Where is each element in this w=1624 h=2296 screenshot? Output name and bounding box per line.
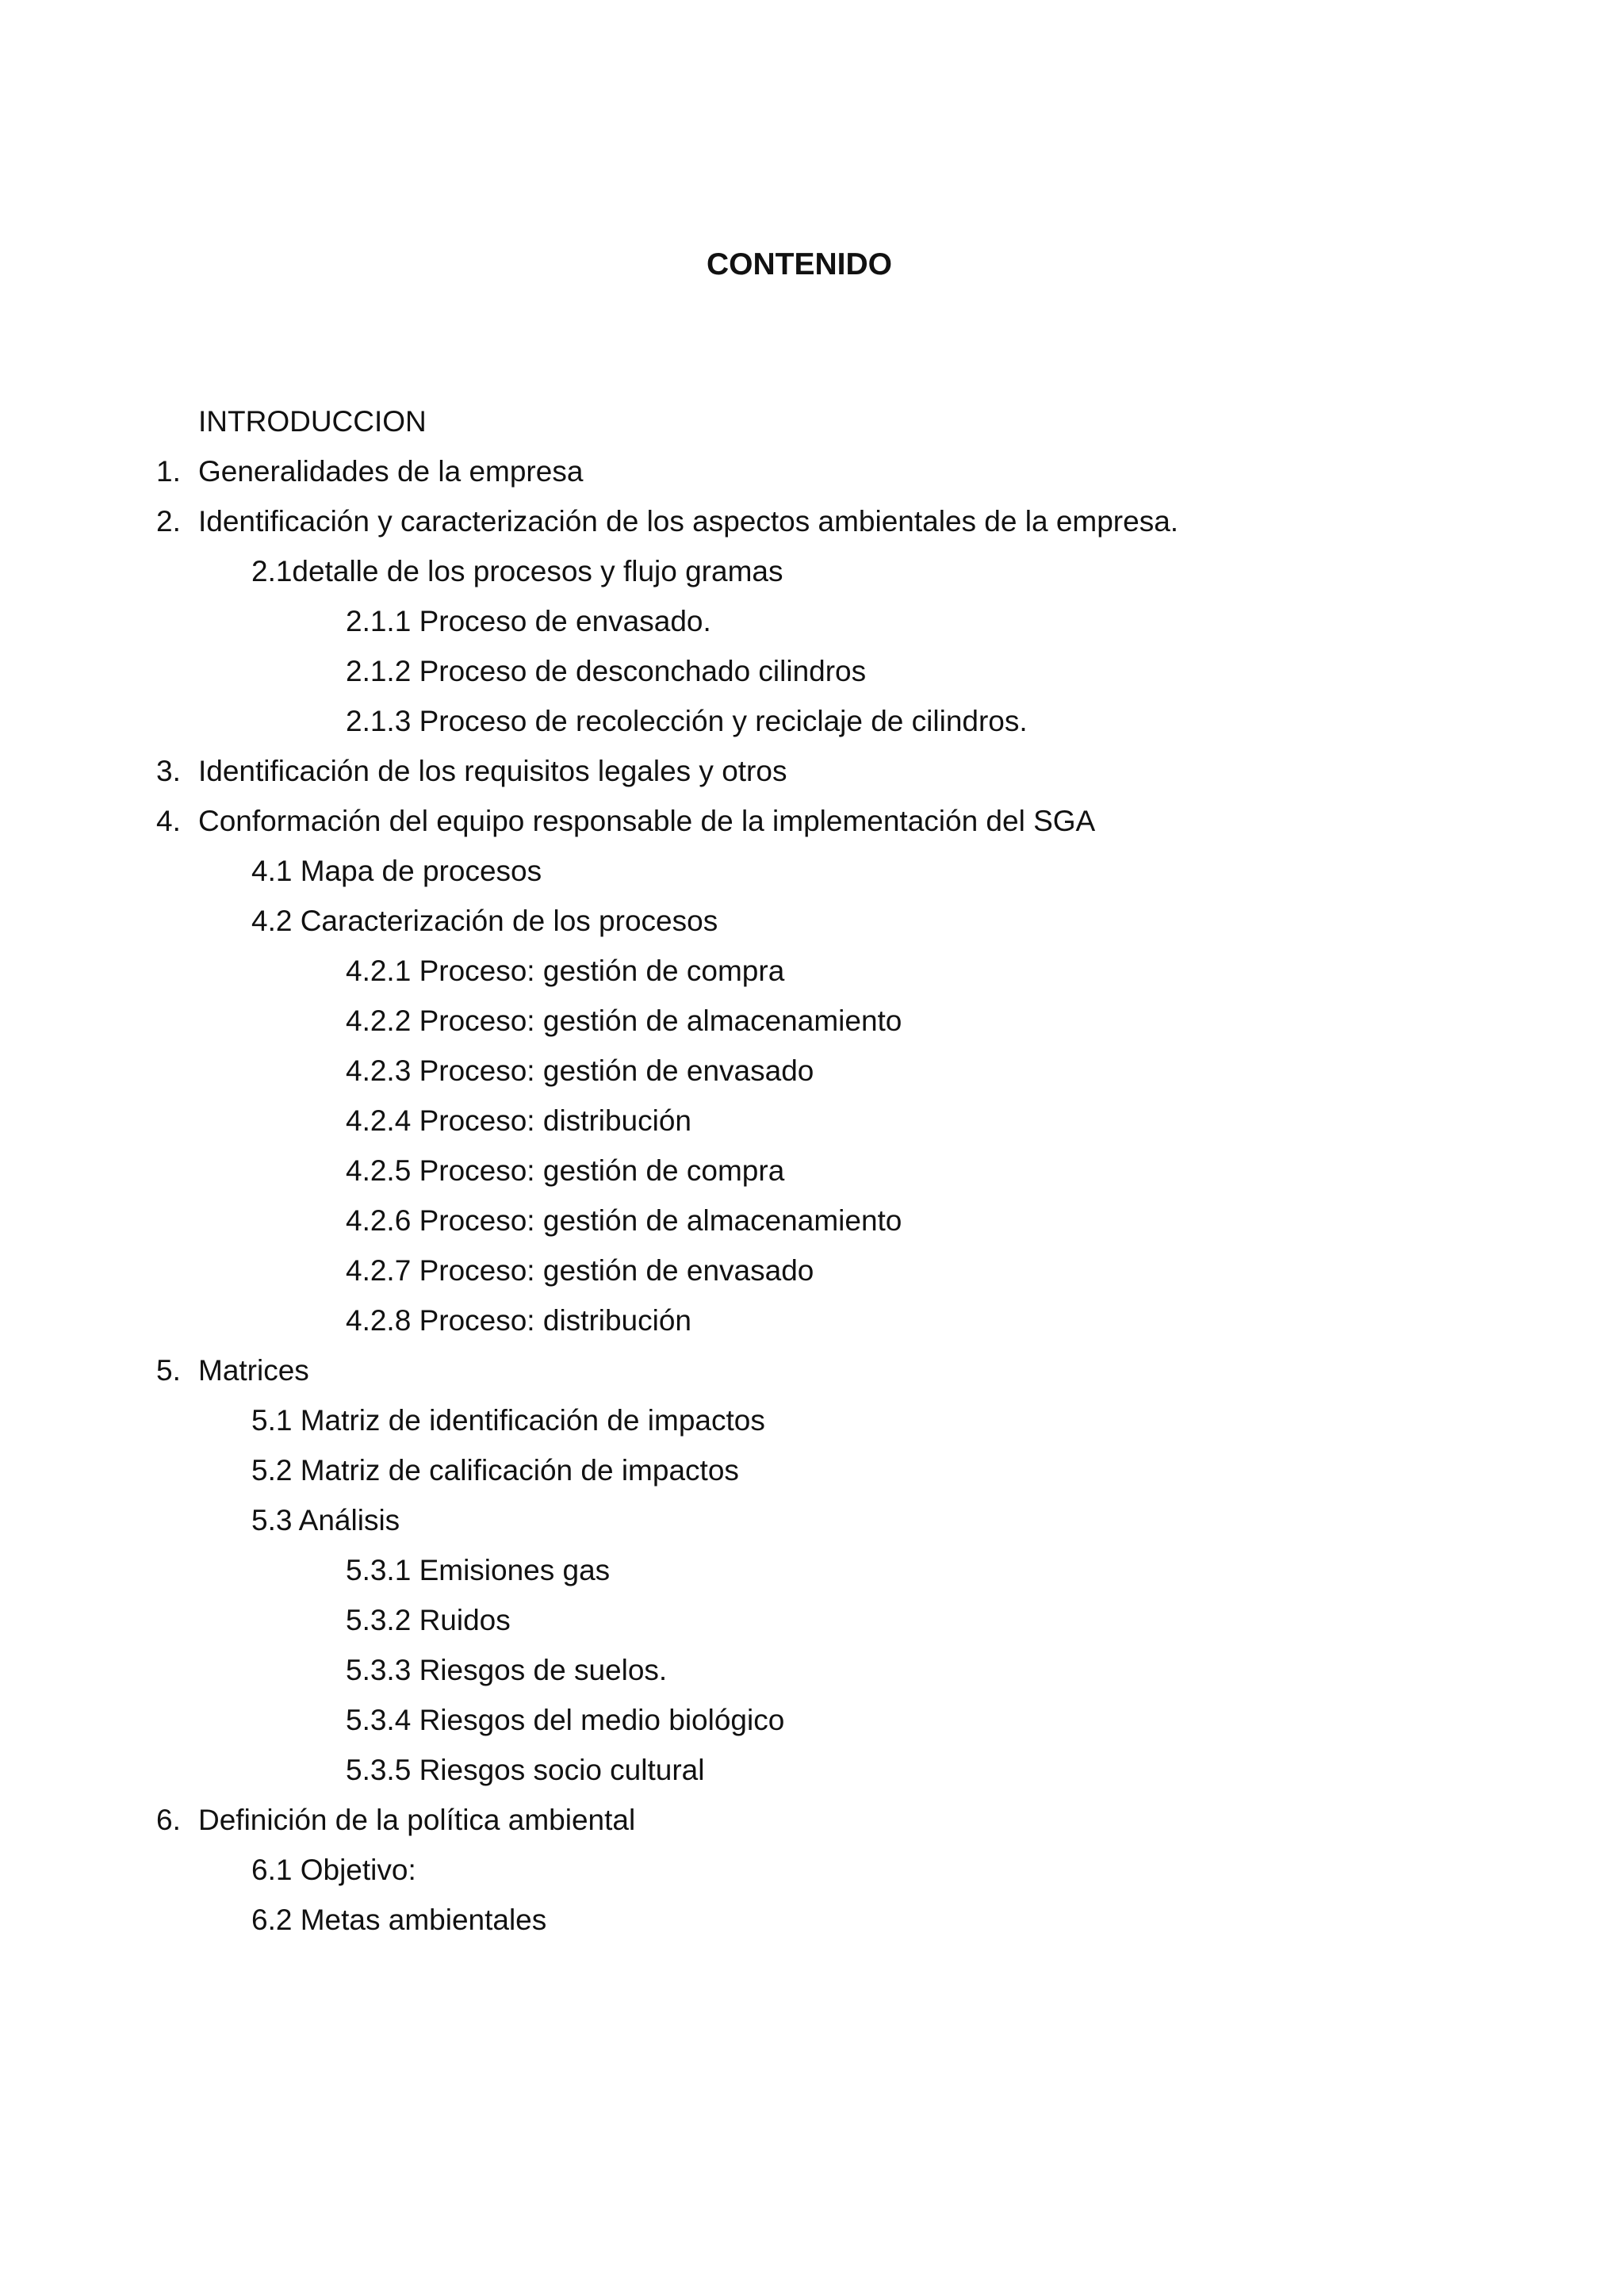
toc-entry [0,1002,1624,1052]
toc-entry-text: 2.1.1 Proceso de envasado. [346,605,711,637]
toc-entry [0,453,1624,503]
toc-entry [0,1651,1624,1701]
toc-entry-text: 5.3 Análisis [251,1504,400,1536]
toc-entry [0,1202,1624,1252]
toc-entry-text: 5.2 Matriz de calificación de impactos [251,1454,739,1487]
toc-entry-number: 4. [156,805,181,837]
toc-entry-text: 5.3.2 Ruidos [346,1604,511,1636]
toc-entry-text: 4.2.2 Proceso: gestión de almacenamiento [346,1004,902,1037]
toc-entry [0,1851,1624,1901]
toc-entry [0,503,1624,553]
toc-entry-text: 5.3.1 Emisiones gas [346,1554,611,1586]
toc-entry-text: Definición de la política ambiental [198,1804,636,1836]
toc-entry-text: 4.2.6 Proceso: gestión de almacenamiento [346,1204,902,1237]
toc-entry [0,603,1624,652]
toc-entry [0,1302,1624,1352]
toc-entry [0,1102,1624,1152]
toc-entry-text: 6.2 Metas ambientales [251,1904,547,1936]
toc-entry-text: 4.2.5 Proceso: gestión de compra [346,1154,785,1187]
toc-entry [0,702,1624,752]
toc-entry-text: 4.2.3 Proceso: gestión de envasado [346,1054,814,1087]
toc-entry-text: 2.1.3 Proceso de recolección y reciclaje de cilindros. [346,705,1028,737]
toc-entry [0,1502,1624,1552]
toc-entry-number: 1. [156,455,181,488]
toc-entry-text: 5.3.3 Riesgos de suelos. [346,1654,668,1686]
toc-entry-text: 2.1detalle de los procesos y flujo gramas [251,555,783,587]
toc-entry [0,952,1624,1002]
toc-entry [0,1751,1624,1801]
toc-entry-number: 3. [156,755,181,787]
toc-entry-text: 5.1 Matriz de identificación de impactos [251,1404,765,1437]
toc-entry [0,752,1624,802]
toc-entry-text: Matrices [198,1354,309,1387]
toc-entry [0,1601,1624,1651]
toc-entry-text: 5.3.4 Riesgos del medio biológico [346,1704,785,1736]
toc-entry-text: 4.2.4 Proceso: distribución [346,1104,692,1137]
toc-entry-number: 2. [156,505,181,538]
toc-entry-text: 5.3.5 Riesgos socio cultural [346,1754,705,1786]
toc-entry [0,1701,1624,1751]
toc-entry [0,1052,1624,1102]
toc-entry-text: 4.1 Mapa de procesos [251,855,542,887]
toc-entry-number: 5. [156,1354,181,1387]
toc-entry-text: 4.2.1 Proceso: gestión de compra [346,955,785,987]
toc-entry [0,1452,1624,1502]
toc-entry [0,1552,1624,1601]
toc-entry [0,1402,1624,1452]
toc-entry-text: 4.2.8 Proceso: distribución [346,1304,692,1337]
page-title: CONTENIDO [707,247,892,281]
toc-entry-text: INTRODUCCION [198,405,427,438]
toc-entry-number: 6. [156,1804,181,1836]
toc-entry [0,553,1624,603]
toc-entry [0,902,1624,952]
toc-entry [0,403,1624,453]
toc-entry [0,802,1624,852]
table-of-contents [0,403,1624,1951]
toc-entry-text: Generalidades de la empresa [198,455,584,488]
toc-entry-text: Conformación del equipo responsable de la implementación del SGA [198,805,1096,837]
toc-entry [0,1252,1624,1302]
toc-entry-text: 4.2.7 Proceso: gestión de envasado [346,1254,814,1287]
toc-entry-text: 2.1.2 Proceso de desconchado cilindros [346,655,867,687]
toc-entry-text: Identificación de los requisitos legales y otros [198,755,787,787]
toc-entry [0,652,1624,702]
toc-entry-text: 6.1 Objetivo: [251,1854,416,1886]
toc-entry [0,1801,1624,1851]
toc-entry-text: Identificación y caracterización de los aspectos ambientales de la empresa. [198,505,1179,538]
toc-entry [0,1901,1624,1951]
toc-entry [0,1152,1624,1202]
toc-entry [0,1352,1624,1402]
toc-entry [0,852,1624,902]
toc-entry-text: 4.2 Caracterización de los procesos [251,905,718,937]
